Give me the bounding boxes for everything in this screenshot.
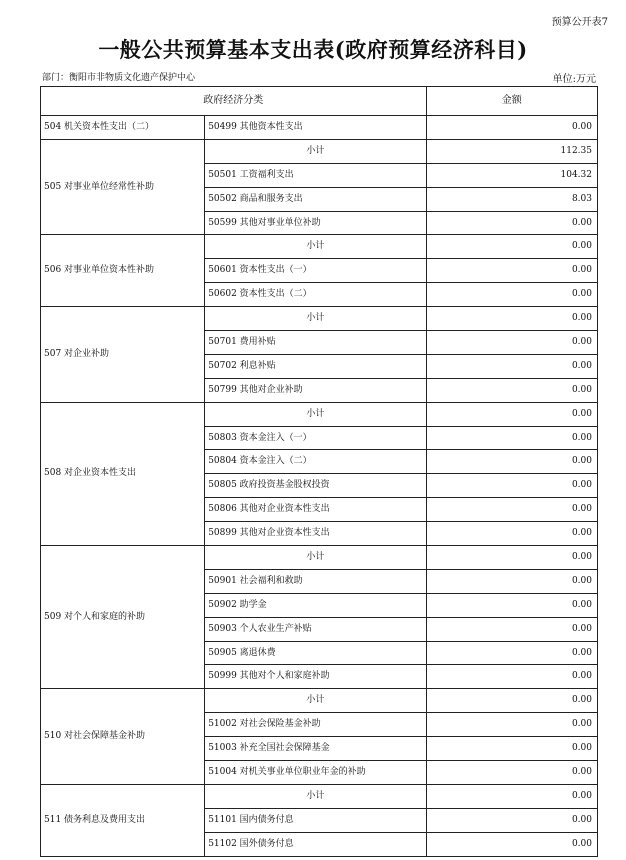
amount-cell: 0.00	[426, 761, 597, 785]
subtotal-row	[41, 307, 598, 331]
item-cell: 50902 助学金	[205, 593, 426, 617]
amount-cell: 0.00	[426, 498, 597, 522]
amount-cell: 8.03	[426, 187, 597, 211]
amount-cell: 0.00	[426, 641, 597, 665]
column-header-amount: 金额	[426, 87, 597, 116]
amount-cell: 0.00	[426, 617, 597, 641]
item-cell: 50899 其他对企业资本性支出	[205, 522, 426, 546]
item-cell: 50601 资本性支出（一）	[205, 259, 426, 283]
item-cell: 50999 其他对个人和家庭补助	[205, 665, 426, 689]
amount-cell: 0.00	[426, 808, 597, 832]
amount-cell: 0.00	[426, 474, 597, 498]
subtotal-row	[41, 784, 598, 808]
amount-cell: 0.00	[426, 235, 597, 259]
page-title: 一般公共预算基本支出表(政府预算经济科目)	[98, 37, 528, 62]
item-cell: 51003 补充全国社会保障基金	[205, 737, 426, 761]
subtotal-row	[41, 139, 598, 163]
item-cell: 50805 政府投资基金股权投资	[205, 474, 426, 498]
subtotal-row	[41, 546, 598, 570]
amount-cell: 0.00	[426, 211, 597, 235]
item-cell: 50903 个人农业生产补贴	[205, 617, 426, 641]
category-cell: 511 债务利息及费用支出	[41, 784, 205, 856]
subtotal-label: 小计	[205, 546, 426, 570]
subtotal-row	[41, 235, 598, 259]
item-cell: 50602 资本性支出（二）	[205, 283, 426, 307]
category-cell: 508 对企业资本性支出	[41, 402, 205, 545]
amount-cell: 0.00	[426, 259, 597, 283]
table-row	[41, 116, 598, 140]
amount-cell: 0.00	[426, 713, 597, 737]
item-cell: 50806 其他对企业资本性支出	[205, 498, 426, 522]
item-cell: 50502 商品和服务支出	[205, 187, 426, 211]
amount-cell: 0.00	[426, 784, 597, 808]
amount-cell: 0.00	[426, 737, 597, 761]
item-cell: 50599 其他对事业单位补助	[205, 211, 426, 235]
amount-cell: 0.00	[426, 307, 597, 331]
item-cell: 51002 对社会保险基金补助	[205, 713, 426, 737]
category-cell: 504 机关资本性支出（二）	[41, 116, 205, 140]
item-cell: 50905 离退休费	[205, 641, 426, 665]
subtotal-row	[41, 402, 598, 426]
item-cell: 50499 其他资本性支出	[205, 116, 426, 140]
amount-cell: 0.00	[426, 331, 597, 355]
amount-cell: 0.00	[426, 283, 597, 307]
item-cell: 51102 国外债务付息	[205, 832, 426, 856]
amount-cell: 0.00	[426, 689, 597, 713]
amount-cell: 0.00	[426, 378, 597, 402]
category-cell: 509 对个人和家庭的补助	[41, 546, 205, 689]
amount-cell: 0.00	[426, 832, 597, 856]
item-cell: 50799 其他对企业补助	[205, 378, 426, 402]
amount-cell: 0.00	[426, 569, 597, 593]
item-cell: 50501 工资福利支出	[205, 163, 426, 187]
category-cell: 507 对企业补助	[41, 307, 205, 403]
item-cell: 51004 对机关事业单位职业年金的补助	[205, 761, 426, 785]
table-body	[41, 116, 598, 857]
amount-cell: 112.35	[426, 139, 597, 163]
subtotal-label: 小计	[205, 402, 426, 426]
amount-cell: 0.00	[426, 546, 597, 570]
unit-label: 单位:万元	[552, 74, 596, 85]
subtotal-row	[41, 689, 598, 713]
item-cell: 50701 费用补贴	[205, 331, 426, 355]
amount-cell: 0.00	[426, 402, 597, 426]
expenditure-table	[40, 86, 598, 857]
subtotal-label: 小计	[205, 307, 426, 331]
column-header-classification: 政府经济分类	[41, 87, 427, 116]
table-header-row	[41, 87, 598, 116]
amount-cell: 0.00	[426, 426, 597, 450]
subtotal-label: 小计	[205, 235, 426, 259]
item-cell: 50901 社会福利和救助	[205, 569, 426, 593]
item-cell: 50702 利息补贴	[205, 354, 426, 378]
form-number: 预算公开表7	[551, 17, 608, 28]
subtotal-label: 小计	[205, 139, 426, 163]
amount-cell: 104.32	[426, 163, 597, 187]
item-cell: 50803 资本金注入（一）	[205, 426, 426, 450]
amount-cell: 0.00	[426, 665, 597, 689]
amount-cell: 0.00	[426, 450, 597, 474]
amount-cell: 0.00	[426, 354, 597, 378]
item-cell: 51101 国内债务付息	[205, 808, 426, 832]
subtotal-label: 小计	[205, 689, 426, 713]
item-cell: 50804 资本金注入（二）	[205, 450, 426, 474]
category-cell: 505 对事业单位经常性补助	[41, 139, 205, 235]
amount-cell: 0.00	[426, 116, 597, 140]
amount-cell: 0.00	[426, 522, 597, 546]
amount-cell: 0.00	[426, 593, 597, 617]
category-cell: 510 对社会保障基金补助	[41, 689, 205, 785]
department-label: 部门：衡阳市非物质文化遗产保护中心	[42, 73, 196, 83]
subtotal-label: 小计	[205, 784, 426, 808]
category-cell: 506 对事业单位资本性补助	[41, 235, 205, 307]
